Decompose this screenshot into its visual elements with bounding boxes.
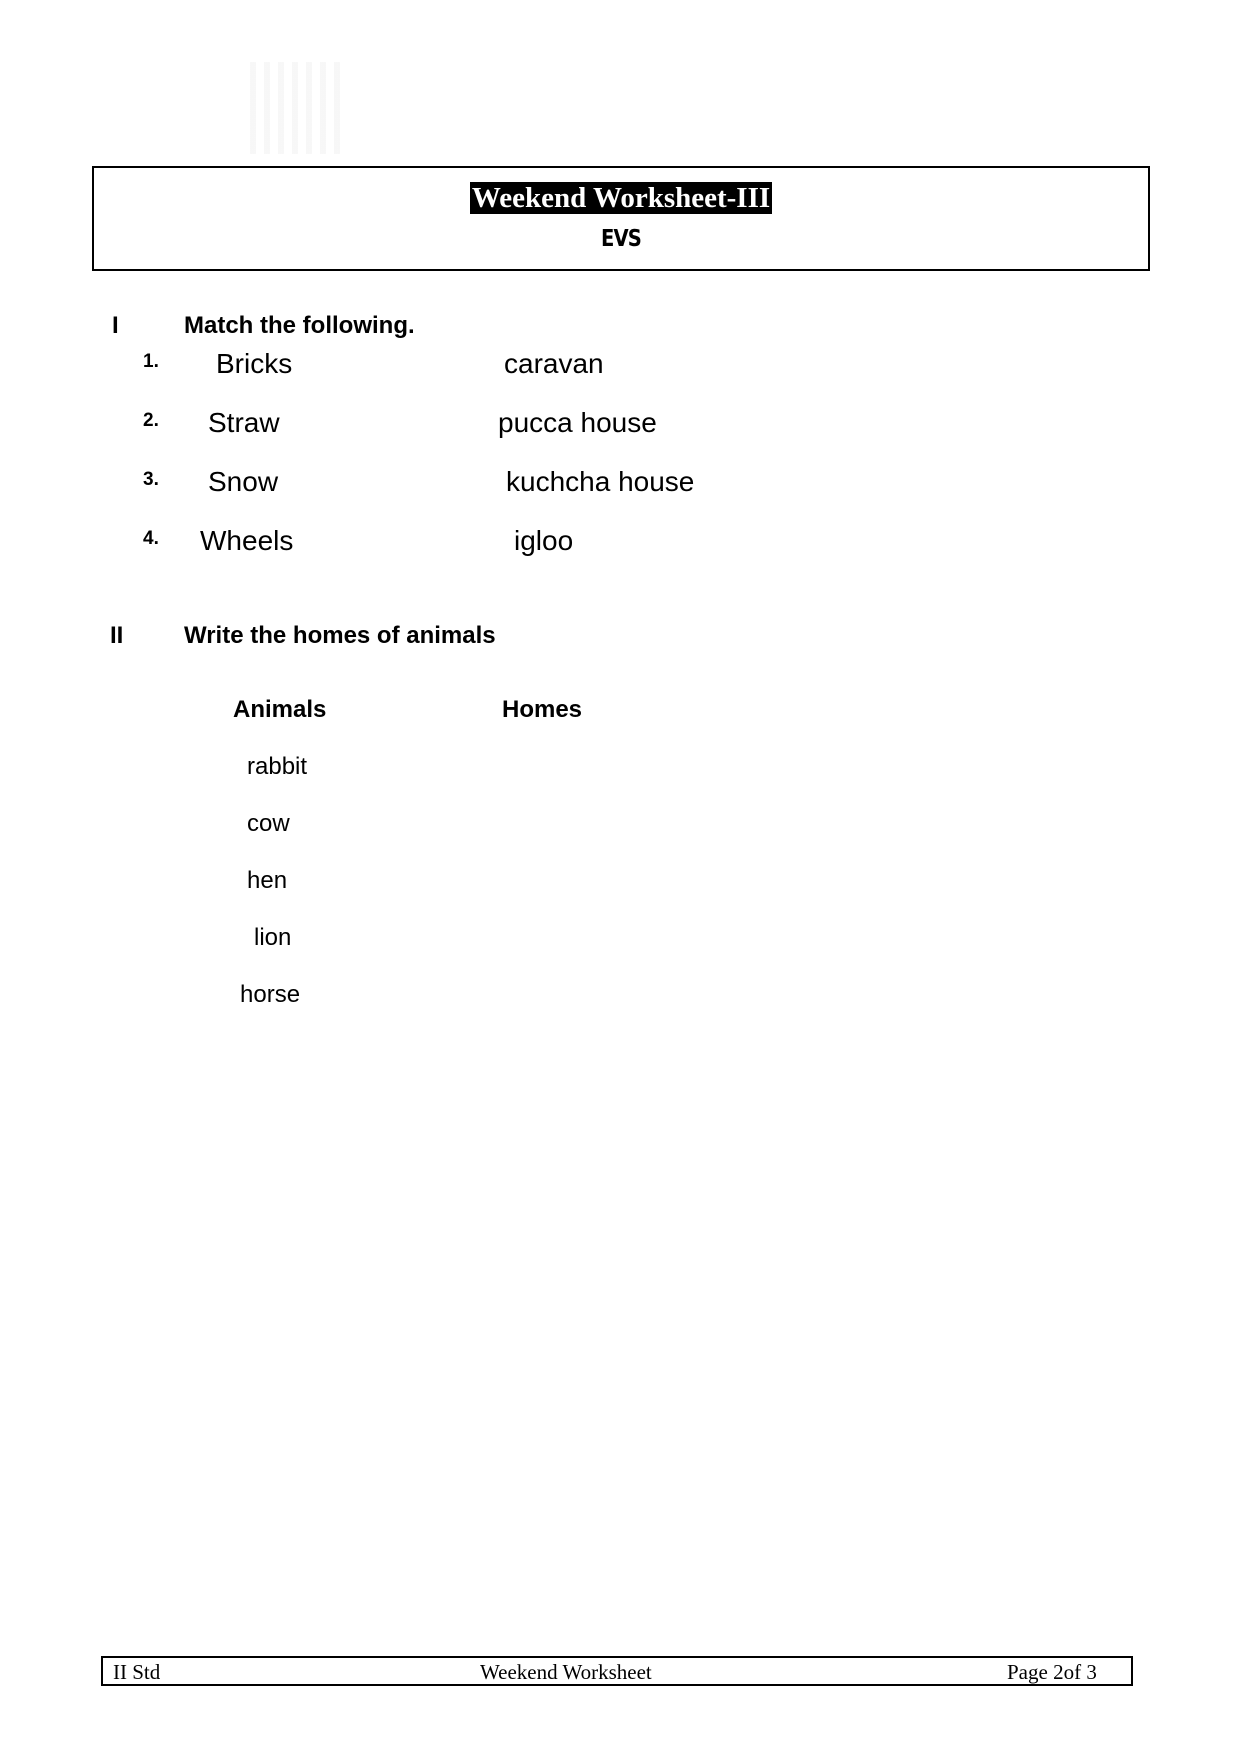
match-item-2-right: pucca house xyxy=(498,407,657,438)
match-item-3-right: kuchcha house xyxy=(506,466,695,497)
match-item-3-left: Snow xyxy=(208,466,279,497)
footer-page-number: Page 2of 3 xyxy=(1007,1660,1097,1684)
section-2-number: II xyxy=(110,622,124,649)
column-header-animals: Animals xyxy=(233,696,327,723)
match-item-1-left: Bricks xyxy=(216,348,293,379)
animal-lion: lion xyxy=(254,924,292,951)
subject-label: EVS xyxy=(600,226,642,252)
match-item-4-left: Wheels xyxy=(200,525,294,556)
match-item-3-number: 3. xyxy=(143,469,159,490)
section-2-title: Write the homes of animals xyxy=(184,622,496,649)
header-box xyxy=(92,166,1150,271)
section-1-title: Match the following. xyxy=(184,312,415,339)
scan-artifact xyxy=(250,62,342,154)
match-item-4-right: igloo xyxy=(514,525,574,556)
match-item-1-number: 1. xyxy=(143,351,159,372)
footer-title: Weekend Worksheet xyxy=(480,1660,652,1684)
worksheet-title xyxy=(94,180,1148,216)
animal-rabbit: rabbit xyxy=(247,753,308,780)
footer-class: II Std xyxy=(113,1660,161,1684)
match-item-1-right: caravan xyxy=(504,348,604,379)
page-footer xyxy=(101,1656,1133,1686)
worksheet-title-text: Weekend Worksheet-III xyxy=(471,182,771,214)
match-item-4-number: 4. xyxy=(143,528,159,549)
match-item-2-left: Straw xyxy=(208,407,280,438)
match-item-2-number: 2. xyxy=(143,410,159,431)
column-header-homes: Homes xyxy=(502,696,583,723)
animal-hen: hen xyxy=(247,867,288,894)
animal-cow: cow xyxy=(247,810,290,837)
animal-horse: horse xyxy=(240,981,301,1008)
section-1-number: I xyxy=(112,312,119,339)
